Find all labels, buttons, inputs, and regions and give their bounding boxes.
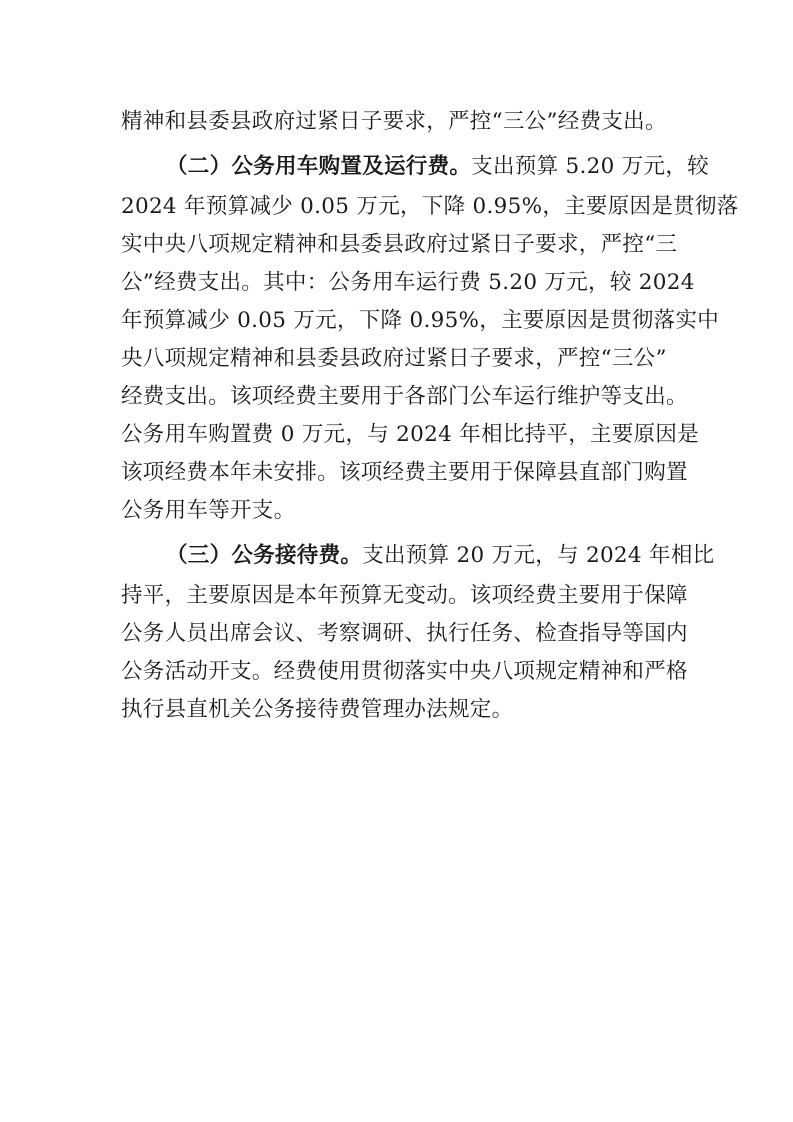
section-reception-heading: （三）公务接待费。 bbox=[166, 543, 363, 568]
section-reception-line-5: 执行县直机关公务接待费管理办法规定。 bbox=[121, 697, 514, 722]
section-vehicle-line-5: 年预算减少 0.05 万元，下降 0.95%，主要原因是贯彻落实中 bbox=[121, 308, 720, 333]
section-vehicle-line-7: 经费支出。该项经费主要用于各部门公车运行维护等支出。 bbox=[121, 384, 688, 409]
section-vehicle-line-9: 该项经费本年未安排。该项经费主要用于保障县直部门购置 bbox=[121, 460, 688, 485]
section-reception-line-1: 支出预算 20 万元，与 2024 年相比 bbox=[362, 543, 715, 568]
section-reception-line-4: 公务活动开支。经费使用贯彻落实中央八项规定精神和严格 bbox=[121, 659, 688, 684]
section-reception-first-line bbox=[166, 541, 715, 571]
section-vehicle-line-4: 公”经费支出。其中：公务用车运行费 5.20 万元，较 2024 bbox=[121, 270, 695, 295]
section-vehicle-line-3: 实中央八项规定精神和县委县政府过紧日子要求，严控“三 bbox=[121, 232, 678, 257]
section-reception-line-2: 持平，主要原因是本年预算无变动。该项经费主要用于保障 bbox=[121, 583, 688, 608]
section-vehicle-line-8: 公务用车购置费 0 万元，与 2024 年相比持平，主要原因是 bbox=[121, 422, 700, 447]
section-vehicle-line-10: 公务用车等开支。 bbox=[121, 498, 296, 523]
section-vehicle-heading: （二）公务用车购置及运行费。 bbox=[166, 154, 472, 179]
section-vehicle-line-2: 2024 年预算减少 0.05 万元，下降 0.95%，主要原因是贯彻落 bbox=[121, 194, 739, 219]
carryover-line-1: 精神和县委县政府过紧日子要求，严控“三公”经费支出。 bbox=[121, 109, 667, 134]
section-vehicle-first-line bbox=[166, 152, 709, 182]
section-vehicle-line-6: 央八项规定精神和县委县政府过紧日子要求，严控“三公” bbox=[121, 346, 667, 371]
section-reception-line-3: 公务人员出席会议、考察调研、执行任务、检查指导等国内 bbox=[121, 621, 688, 646]
section-vehicle-line-1: 支出预算 5.20 万元，较 bbox=[471, 154, 709, 179]
